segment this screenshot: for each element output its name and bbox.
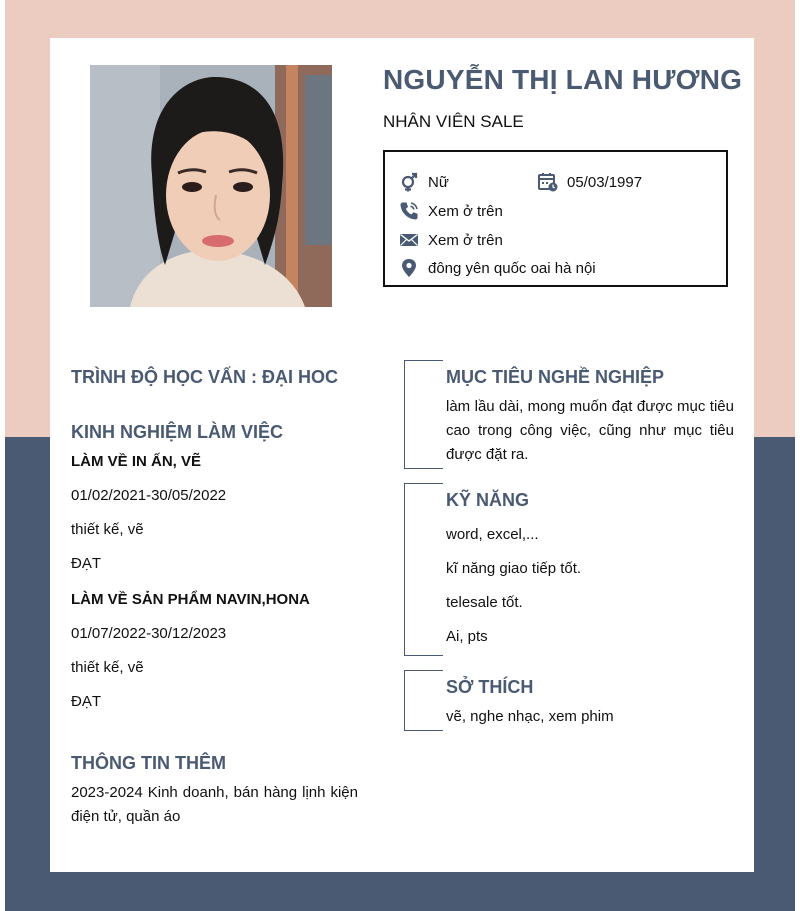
skill-item: Ai, pts <box>446 628 488 645</box>
job-title: NHÂN VIÊN SALE <box>383 112 524 131</box>
education-heading: TRÌNH ĐỘ HỌC VẤN : ĐẠI HOC <box>71 367 338 387</box>
hobbies-text: vẽ, nghe nhạc, xem phim <box>446 708 614 725</box>
experience-heading: KINH NGHIỆM LÀM VIỆC <box>71 422 284 442</box>
gender-value: Nữ <box>428 173 449 191</box>
job-description-2: thiết kế, vẽ <box>71 659 144 676</box>
skill-item: telesale tốt. <box>446 594 523 611</box>
skill-item: kĩ năng giao tiếp tốt. <box>446 560 582 577</box>
birthday-item <box>538 172 642 192</box>
objective-heading: MỤC TIÊU NGHỀ NGHIỆP <box>446 367 665 387</box>
email-item <box>399 230 503 250</box>
skill-item: word, excel,... <box>446 526 539 543</box>
phone-icon <box>399 201 419 221</box>
calendar-icon <box>538 172 558 192</box>
skills-heading: KỸ NĂNG <box>446 490 530 510</box>
cv-sheet <box>50 38 754 872</box>
job-period-2: 01/07/2022-30/12/2023 <box>71 625 227 642</box>
phone-value: Xem ở trên <box>428 202 503 220</box>
additional-info-heading: THÔNG TIN THÊM <box>71 753 226 773</box>
email-icon <box>399 230 419 250</box>
location-icon <box>399 258 419 278</box>
job-result-2: ĐẠT <box>71 693 101 710</box>
additional-info-text: 2023-2024 Kinh doanh, bán hàng lịnh kiện điện tử, quần áo <box>71 784 358 825</box>
contact-box <box>383 150 728 287</box>
objective-bracket <box>404 360 443 469</box>
objective-text: làm lầu dài, mong muốn đạt được mục tiêu cao trong công việc, cũng như mục tiêu được đặt ra. <box>446 398 734 463</box>
job-result-1: ĐẠT <box>71 555 101 572</box>
candidate-name: NGUYỄN THỊ LAN HƯƠNG <box>383 64 743 95</box>
gender-icon <box>399 172 419 192</box>
hobbies-bracket <box>404 670 443 731</box>
profile-photo <box>90 65 332 307</box>
address-value: đông yên quốc oai hà nội <box>428 259 596 277</box>
phone-item <box>399 201 503 221</box>
gender-item <box>399 172 449 192</box>
job-title-2: LÀM VỀ SẢN PHẨM NAVIN,HONA <box>71 591 310 608</box>
skills-bracket <box>404 483 443 656</box>
job-description-1: thiết kế, vẽ <box>71 521 144 538</box>
job-title-1: LÀM VỀ IN ẤN, VẼ <box>71 453 202 470</box>
hobbies-heading: SỞ THÍCH <box>446 677 534 697</box>
job-period-1: 01/02/2021-30/05/2022 <box>71 487 227 504</box>
email-value: Xem ở trên <box>428 231 503 249</box>
birthday-value: 05/03/1997 <box>567 173 643 191</box>
address-item <box>399 258 596 278</box>
